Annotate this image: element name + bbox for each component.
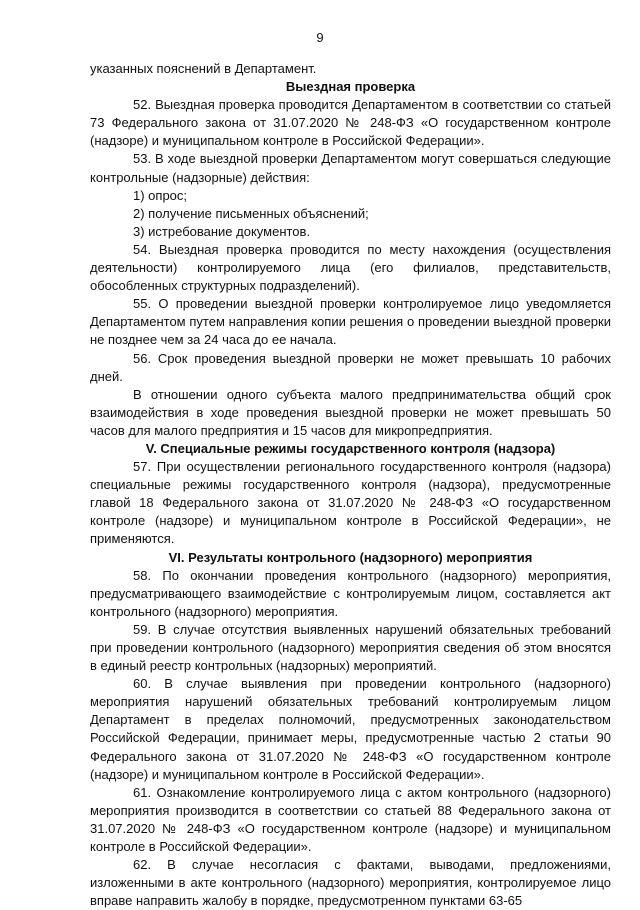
- paragraph: 59. В случае отсутствия выявленных нарушений обязательных требований при проведении контрольного (надзорного) мероприятия сведения об этом вносятся в единый реестр контрольных (надзорных) мероприятий.: [90, 621, 611, 674]
- section-heading: VI. Результаты контрольного (надзорного) мероприятия: [168, 549, 533, 565]
- paragraph: 60. В случае выявления при проведении контрольного (надзорного) мероприятия нарушений обязательных требований контролируемым лицом Департамент в пределах полномочий, предусмотренных законодательством Российской Федерации, принимает меры, предусмотренные частью 2 статьи 90 Федерального закона от 31.07.2020 № 248-ФЗ «О государственном контроле (надзоре) и муниципальном контроле в Российской Федерации».: [90, 676, 611, 782]
- section-heading: V. Специальные режимы государственного контроля (надзора): [145, 440, 556, 456]
- section-heading: Выездная проверка: [285, 79, 416, 95]
- paragraph: 57. При осуществлении регионального государственного контроля (надзора) специальные режимы государственного контроля (надзора), предусмотренные главой 18 Федерального закона от 31.07.2020 № 248-ФЗ «О государственном контроле (надзоре) и муниципальном контроле в Российской Федерации», не применяются.: [90, 459, 611, 547]
- list-item: 3) истребование документов.: [133, 223, 311, 239]
- paragraph: 62. В случае несогласия с фактами, выводами, предложениями, изложенными в акте контрольного (надзорного) мероприятия, контролируемое лицо вправе направить жалобу в порядке, предусмотренном пунктами 63-65: [90, 857, 611, 909]
- paragraph: В отношении одного субъекта малого предпринимательства общий срок взаимодействия в ходе проведения выездной проверки не может превышать 50 часов для малого предприятия и 15 часов для микропредприятия.: [90, 386, 611, 438]
- paragraph: 56. Срок проведения выездной проверки не может превышать 10 рабочих дней.: [90, 350, 611, 384]
- document-body: [90, 60, 611, 910]
- paragraph: 61. Ознакомление контролируемого лица с актом контрольного (надзорного) мероприятия производится в соответствии со статьей 88 Федерального закона от 31.07.2020 № 248-ФЗ «О государственном контроле (надзоре) и муниципальном контроле в Российской Федерации».: [90, 784, 611, 855]
- paragraph: 52. Выездная проверка проводится Департаментом в соответствии со статьей 73 Федерального закона от 31.07.2020 № 248-ФЗ «О государственном контроле (надзоре) и муниципальном контроле в Российской Федерации».: [90, 97, 611, 149]
- list-item: 2) получение письменных объяснений;: [133, 205, 369, 221]
- paragraph: 54. Выездная проверка проводится по месту нахождения (осуществления деятельности) контролируемого лица (его филиалов, представительств, обособленных структурных подразделений).: [90, 241, 611, 294]
- page-number: 9: [316, 30, 324, 45]
- paragraph: 55. О проведении выездной проверки контролируемое лицо уведомляется Департаментом путем направления копии решения о проведении выездной проверки не позднее чем за 24 часа до ее начала.: [90, 296, 611, 348]
- list-item: 1) опрос;: [133, 187, 188, 203]
- paragraph: 58. По окончании проведения контрольного (надзорного) мероприятия, предусматривающего взаимодействие с контролируемым лицом, составляется акт контрольного (надзорного) мероприятия.: [90, 567, 611, 619]
- paragraph: 53. В ходе выездной проверки Департаментом могут совершаться следующие контрольные (надзорные) действия:: [90, 151, 611, 185]
- paragraph: указанных пояснений в Департамент.: [90, 61, 317, 76]
